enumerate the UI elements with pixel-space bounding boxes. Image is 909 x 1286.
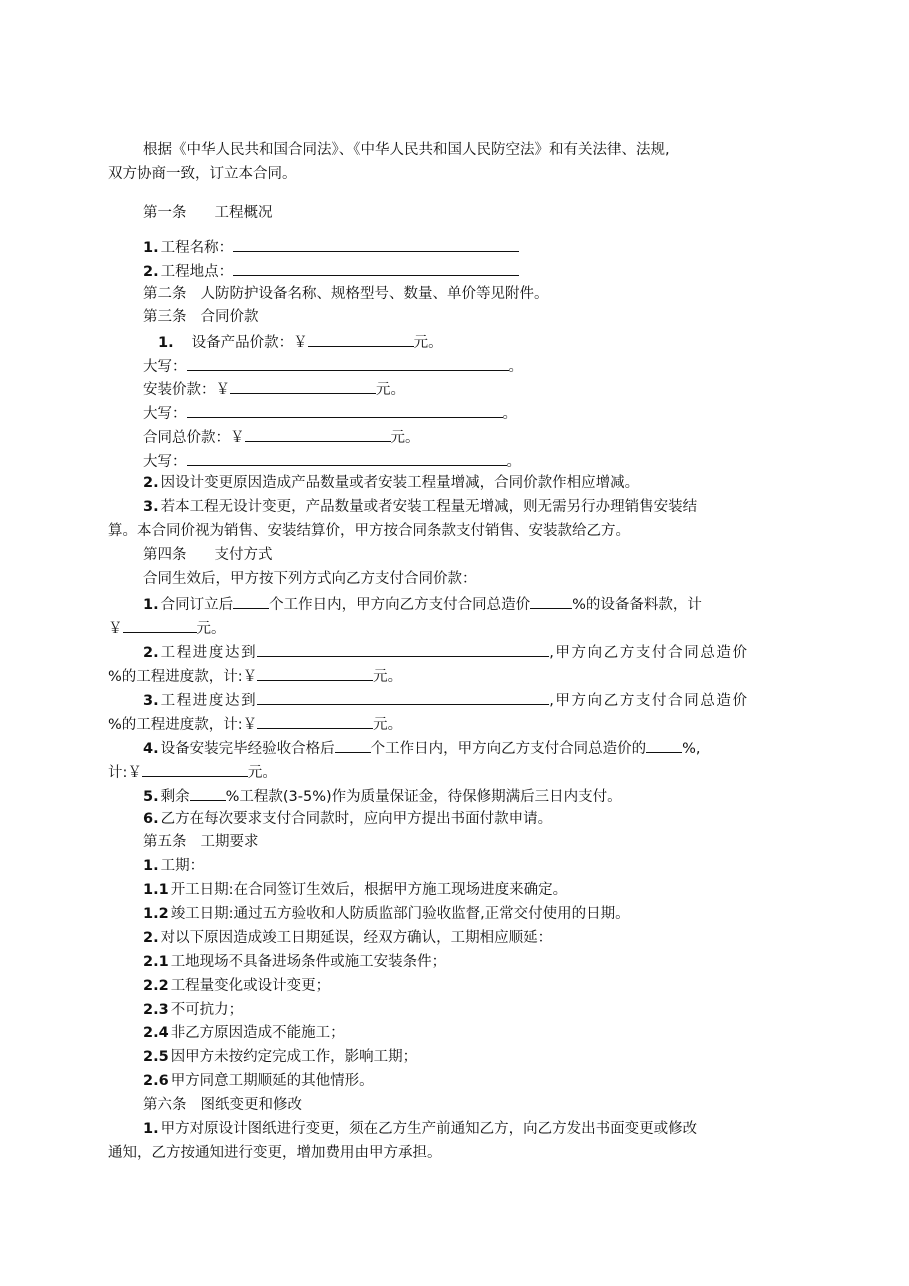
schedule-item-2-4 [143,1023,802,1045]
article-title: 支付方式 [214,547,273,563]
schedule-text: 对以下原因造成竣工日期延误，经双方确认，工期相应顺延： [160,930,553,946]
progress-blank[interactable] [257,641,549,657]
payment-text: 设备安装完毕经验收合格后 [160,741,335,757]
item-number: 1.1 [143,882,169,898]
schedule-text: 甲方同意工期顺延的其他情形。 [170,1073,374,1089]
settlement-text-1: 若本工程无设计变更，产品数量或者安装工程量无增减，则无需另行办理销售安装结 [160,499,698,515]
payment-text: 合同订立后 [160,597,234,613]
article-4-heading [143,545,802,567]
project-name-line [143,236,802,258]
schedule-item-2-3 [143,1000,802,1022]
item-number: 1. [158,335,174,351]
article-1-heading [143,203,802,225]
item-number: 4. [143,741,159,757]
payment-item-3-line-1 [143,689,802,711]
yuan-unit: 元。 [373,717,403,733]
yuan-unit: 元。 [413,335,443,351]
article-2-text: 人防防护设备名称、规格型号、数量、单价等见附件。 [200,286,549,302]
workdays-blank[interactable] [335,737,371,753]
schedule-text: 工地现场不具备进场条件或施工安装条件； [170,954,447,970]
payment-lead: 合同生效后，甲方按下列方式向乙方支付合同价款： [143,571,477,587]
amount-blank[interactable] [142,761,248,777]
schedule-text: 非乙方原因造成不能施工； [170,1025,345,1041]
schedule-text: 竣工日期:通过五方验收和人防质监部门验收监督,正常交付使用的日期。 [170,906,630,922]
item-number: 1. [143,858,159,874]
period: 。 [508,359,523,375]
payment-item-2-line-2 [108,665,802,687]
payment-text: 工程进度达到 [160,645,258,661]
project-site-label: 工程地点： [160,264,234,280]
drawing-change-text: 甲方对原设计图纸进行变更，须在乙方生产前通知乙方，向乙方发出书面变更或修改 [160,1121,698,1137]
yuan-unit: 元。 [196,621,226,637]
item-number: 1.2 [143,906,169,922]
schedule-text: 不可抗力； [170,1002,244,1018]
currency-symbol: ￥ [108,621,123,637]
amount-blank[interactable] [123,617,197,633]
payment-text: %的工程进度款，计:￥ [108,669,258,685]
total-price-words-blank[interactable] [187,450,507,466]
equipment-price-blank[interactable] [308,331,414,347]
total-price-words-line [143,450,802,472]
schedule-text: 工程量变化或设计变更； [170,978,331,994]
payment-item-1-line-1 [143,593,802,615]
payment-item-4-line-1 [143,737,802,759]
project-site-line [143,260,802,282]
item-number: 2. [143,930,159,946]
payment-item-2-line-1 [143,641,802,663]
workdays-blank[interactable] [233,593,269,609]
item-number: 1. [143,597,159,613]
daxie-label: 大写： [143,359,187,375]
payment-item-1-line-2 [108,617,802,639]
drawing-change-line-1 [143,1119,802,1141]
install-price-label: 安装价款：￥ [143,382,230,398]
schedule-text: 因甲方未按约定完成工作，影响工期； [170,1049,418,1065]
article-title: 图纸变更和修改 [200,1097,302,1113]
equipment-price-words-blank[interactable] [187,355,509,371]
item-number: 2. [143,475,159,491]
install-price-blank[interactable] [230,378,376,394]
drawing-change-line-2: 通知，乙方按通知进行变更，增加费用由甲方承担。 [108,1145,442,1161]
intro-line-2: 双方协商一致，订立本合同。 [108,166,297,182]
payment-item-4-line-2 [108,761,802,783]
item-number: 2.4 [143,1025,169,1041]
payment-text: %, [682,741,701,757]
item-number: 2. [143,264,159,280]
item-number: 2.6 [143,1073,169,1089]
schedule-text: 工期： [160,858,205,874]
payment-text: 个工作日内，甲方向乙方支付合同总造价的 [370,741,647,757]
article-title: 工期要求 [200,834,259,850]
amount-blank[interactable] [257,713,373,729]
project-name-blank[interactable] [233,236,519,252]
daxie-label: 大写： [143,454,187,470]
total-price-line [143,426,802,448]
schedule-item-2-1 [143,952,802,974]
equipment-price-label: 设备产品价款：￥ [191,335,308,351]
yuan-unit: 元。 [247,765,277,781]
payment-text: %的设备备料款，计 [572,597,702,613]
payment-text: %工程款(3-5%)作为质量保证金，待保修期满后三日内支付。 [225,789,622,805]
schedule-item-2 [143,928,802,950]
payment-item-3-line-2 [108,713,802,735]
total-price-blank[interactable] [245,426,391,442]
payment-text: 剩余 [160,789,190,805]
item-number: 1. [143,240,159,256]
article-title: 工程概况 [214,205,273,221]
amount-blank[interactable] [257,665,373,681]
schedule-item-1-1 [143,880,802,902]
schedule-text: 开工日期:在合同签订生效后，根据甲方施工现场进度来确定。 [170,882,568,898]
install-price-words-blank[interactable] [187,402,503,418]
article-6-heading [143,1095,802,1117]
schedule-item-1-2 [143,904,802,926]
item-number: 2.2 [143,978,169,994]
payment-text: 乙方在每次要求支付合同款时，应向甲方提出书面付款申请。 [160,811,553,827]
schedule-item-1 [143,856,802,878]
install-price-line [143,378,802,400]
payment-item-5 [143,785,802,807]
article-2-line [143,284,802,306]
settlement-line-1 [143,497,802,519]
period: 。 [502,406,517,422]
payment-text: ,甲方向乙方支付合同总造价 [549,645,749,661]
article-number: 第五条 [143,834,187,850]
install-price-words-line [143,402,802,424]
total-price-label: 合同总价款：￥ [143,430,245,446]
item-number: 5. [143,789,159,805]
article-number: 第四条 [143,547,187,563]
item-number: 2.1 [143,954,169,970]
item-number: 2.5 [143,1049,169,1065]
item-number: 2. [143,645,159,661]
project-site-blank[interactable] [233,260,519,276]
project-name-label: 工程名称： [160,240,234,256]
yuan-unit: 元。 [390,430,420,446]
item-number: 2.3 [143,1002,169,1018]
article-number: 第二条 [143,286,187,302]
payment-text: %的工程进度款，计:￥ [108,717,258,733]
yuan-unit: 元。 [376,382,405,398]
percent-blank[interactable] [530,593,572,609]
schedule-item-2-6 [143,1071,802,1093]
daxie-label: 大写： [143,406,187,422]
payment-text: 计:￥ [108,765,142,781]
payment-text: ,甲方向乙方支付合同总造价 [549,693,749,709]
schedule-item-2-5 [143,1047,802,1069]
yuan-unit: 元。 [373,669,403,685]
item-number: 3. [143,499,159,515]
percent-blank[interactable] [646,737,682,753]
progress-blank[interactable] [257,689,549,705]
equipment-price-line [158,331,802,353]
article-title: 合同价款 [200,309,259,325]
article-number: 第三条 [143,309,187,325]
payment-item-6 [143,809,802,831]
equipment-price-words-line [143,355,802,377]
item-number: 3. [143,693,159,709]
article-3-heading [143,307,802,329]
article-number: 第一条 [143,205,187,221]
price-adjust-line [143,473,802,495]
intro-line-1: 根据《中华人民共和国合同法》、《中华人民共和国人民防空法》和有关法律、法规, [143,142,670,158]
percent-blank[interactable] [190,785,226,801]
schedule-item-2-2 [143,976,802,998]
period: 。 [506,454,521,470]
price-adjust-text: 因设计变更原因造成产品数量或者安装工程量增减，合同价款作相应增减。 [160,475,640,491]
payment-text: 个工作日内，甲方向乙方支付合同总造价 [269,597,531,613]
item-number: 6. [143,811,159,827]
payment-text: 工程进度达到 [160,693,258,709]
item-number: 1. [143,1121,159,1137]
settlement-line-2: 算。本合同价视为销售、安装结算价，甲方按合同条款支付销售、安装款给乙方。 [108,523,630,539]
article-number: 第六条 [143,1097,187,1113]
article-5-heading [143,832,802,854]
